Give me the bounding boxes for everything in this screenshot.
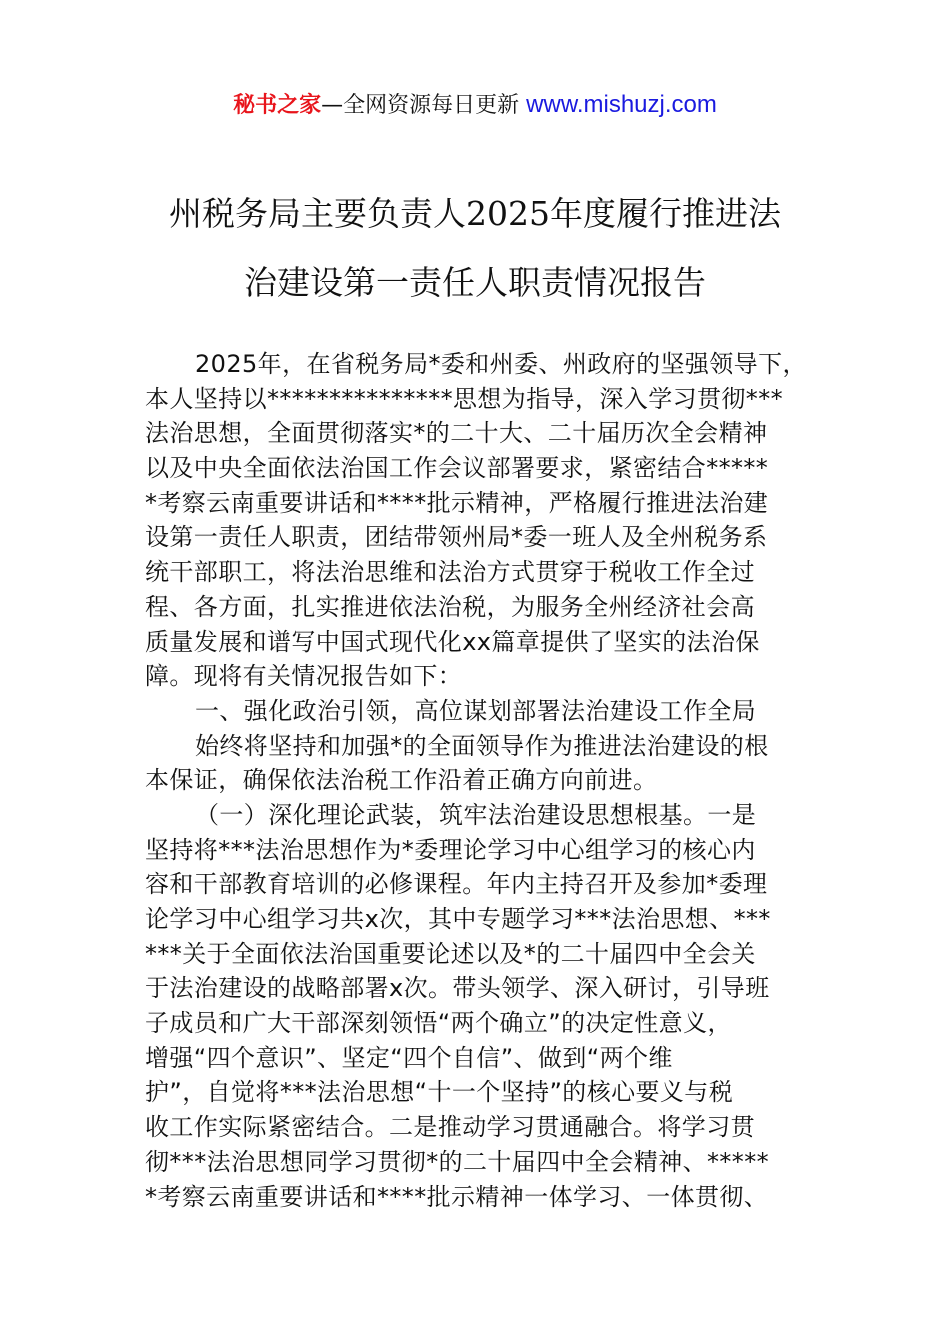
subsection-line: （一）深化理论武装，筑牢法治建设思想根基。一是 <box>195 800 757 829</box>
body-line: 收工作实际紧密结合。二是推动学习贯通融合。将学习贯 <box>145 1113 755 1142</box>
document-title-line-1: 州税务局主要负责人2025年度履行推进法 <box>169 194 781 233</box>
body-line: 坚持将***法治思想作为*委理论学习中心组学习的核心内 <box>145 835 756 864</box>
body-line: *考察云南重要讲话和****批示精神，严格履行推进法治建 <box>145 488 769 517</box>
body-line: ***关于全面依法治国重要论述以及*的二十届四中全会关 <box>145 939 756 968</box>
body-line: 彻***法治思想同学习贯彻*的二十届四中全会精神、***** <box>145 1147 769 1176</box>
body-line: 质量发展和谱写中国式现代化xx篇章提供了坚实的法治保 <box>145 627 760 656</box>
body-line: 设第一责任人职责，团结带领州局*委一班人及全州税务系 <box>145 523 768 552</box>
header-slogan: —全网资源每日更新 <box>321 93 520 118</box>
document-body <box>145 347 810 1214</box>
document-title-line-2: 治建设第一责任人职责情况报告 <box>244 263 706 302</box>
body-line: *考察云南重要讲话和****批示精神一体学习、一体贯彻、 <box>145 1182 769 1211</box>
body-line: 障。现将有关情况报告如下： <box>145 662 463 691</box>
section-heading: 一、强化政治引领，高位谋划部署法治建设工作全局 <box>195 696 757 725</box>
body-line: 容和干部教育培训的必修课程。年内主持召开及参加*委理 <box>145 870 768 899</box>
body-line: 论学习中心组学习共x次，其中专题学习***法治思想、*** <box>145 905 771 933</box>
body-line: 护”，自觉将***法治思想“十一个坚持”的核心要义与税 <box>145 1078 734 1107</box>
body-line: 统干部职工，将法治思维和法治方式贯穿于税收工作全过 <box>145 558 755 587</box>
body-line: 本人坚持以***************思想为指导，深入学习贯彻*** <box>145 384 783 413</box>
body-line: 2025年，在省税务局*委和州委、州政府的坚强领导下， <box>195 350 807 378</box>
body-line: 以及中央全面依法治国工作会议部署要求，紧密结合***** <box>145 454 769 483</box>
body-line: 程、各方面，扎实推进依法治税，为服务全州经济社会高 <box>145 592 755 621</box>
body-line: 于法治建设的战略部署x次。带头领学、深入研讨，引导班 <box>145 974 770 1003</box>
body-line: 子成员和广大干部深刻领悟“两个确立”的决定性意义， <box>145 1009 732 1038</box>
body-line: 本保证，确保依法治税工作沿着正确方向前进。 <box>145 766 658 795</box>
body-line: 增强“四个意识”、坚定“四个自信”、做到“两个维 <box>145 1043 673 1072</box>
site-url-link[interactable]: www.mishuzj.com <box>526 91 717 118</box>
body-line: 始终将坚持和加强*的全面领导作为推进法治建设的根 <box>195 731 769 760</box>
body-line: 法治思想，全面贯彻落实*的二十大、二十届历次全会精神 <box>145 419 768 448</box>
brand-name: 秘书之家 <box>233 93 322 118</box>
site-header <box>0 88 950 119</box>
